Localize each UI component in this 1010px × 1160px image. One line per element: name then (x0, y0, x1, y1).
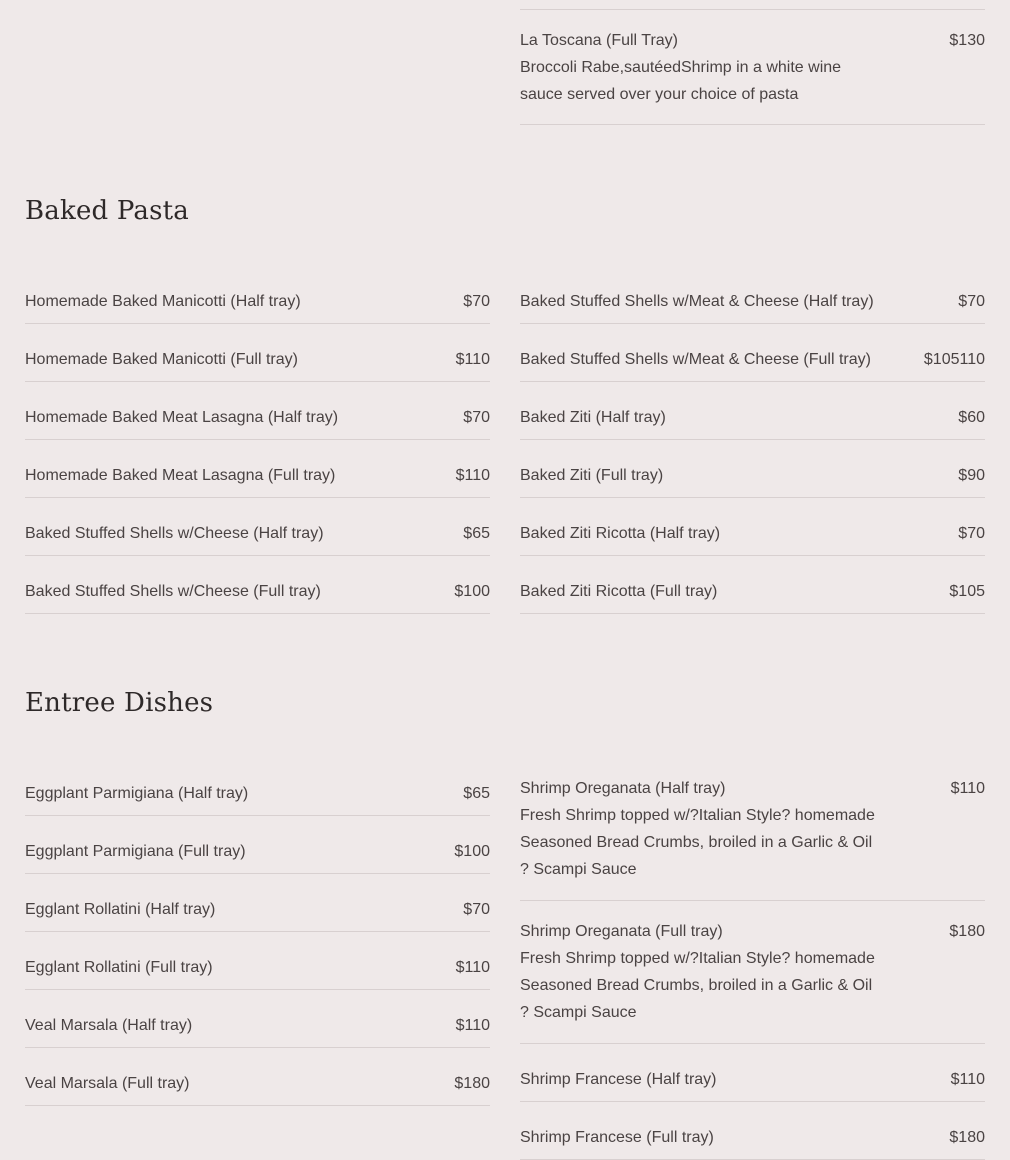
menu-item-price: $65 (463, 785, 490, 802)
menu-item-price: $70 (463, 901, 490, 918)
top-section-right-column (520, 10, 985, 125)
menu-item-name: Shrimp Oreganata (Full tray) (520, 923, 723, 940)
menu-item-name: Baked Ziti Ricotta (Full tray) (520, 583, 718, 600)
menu-item-price: $110 (950, 1071, 985, 1088)
menu-item-name: Veal Marsala (Full tray) (25, 1075, 190, 1092)
menu-item (25, 498, 490, 556)
menu-item-price: $70 (958, 525, 985, 542)
menu-item-price: $105 (949, 583, 985, 600)
menu-item (25, 440, 490, 498)
menu-item-price: $110 (455, 959, 490, 976)
menu-item (520, 382, 985, 440)
menu-item-name: Homemade Baked Meat Lasagna (Half tray) (25, 409, 339, 426)
menu-item (520, 556, 985, 614)
menu-item (520, 266, 985, 324)
menu-item-name: Baked Stuffed Shells w/Meat & Cheese (Half tray) (520, 293, 874, 310)
menu-item-text (520, 775, 885, 883)
menu-item-name: Eggplant Parmigiana (Half tray) (25, 785, 249, 802)
menu-item (520, 1102, 985, 1160)
menu-item-name: Baked Stuffed Shells w/Cheese (Half tray) (25, 525, 324, 542)
menu-item-price: $110 (455, 351, 490, 368)
baked-pasta-left-column (25, 266, 490, 614)
menu-item-name: Shrimp Francese (Full tray) (520, 1129, 714, 1146)
menu-item-description: Fresh Shrimp topped w/?Italian Style? homemade Seasoned Bread Crumbs, broiled in a Garlic & Oil ? Scampi Sauce (520, 807, 875, 878)
entree-right-column (520, 758, 985, 1160)
menu-item-price: $70 (958, 293, 985, 310)
menu-item-text (520, 918, 885, 1026)
menu-item (520, 440, 985, 498)
menu-item-name: Veal Marsala (Half tray) (25, 1017, 193, 1034)
menu-item (520, 901, 985, 1044)
menu-item-price: $65 (463, 525, 490, 542)
entree-left-column (25, 758, 490, 1106)
menu-item-name: Homemade Baked Meat Lasagna (Full tray) (25, 467, 336, 484)
menu-item-text (520, 27, 860, 108)
menu-item-price: $60 (958, 409, 985, 426)
menu-item-price: $90 (958, 467, 985, 484)
menu-item-name: Eggplant Parmigiana (Full tray) (25, 843, 246, 860)
menu-item (25, 382, 490, 440)
menu-item-price: $100 (454, 583, 490, 600)
menu-item-name: Shrimp Francese (Half tray) (520, 1071, 717, 1088)
menu-item-price: $180 (949, 1129, 985, 1146)
menu-item-price: $110 (455, 467, 490, 484)
menu-item (520, 498, 985, 556)
menu-item (25, 1048, 490, 1106)
menu-item-name: Baked Ziti (Half tray) (520, 409, 666, 426)
menu-item (520, 1044, 985, 1102)
menu-item-price: $130 (949, 32, 985, 49)
menu-item-name: Egglant Rollatini (Full tray) (25, 959, 213, 976)
menu-item-price: $105110 (923, 351, 985, 368)
menu-item (520, 324, 985, 382)
menu-item-price: $70 (463, 409, 490, 426)
menu-item (25, 816, 490, 874)
menu-item-name: Shrimp Oreganata (Half tray) (520, 780, 726, 797)
menu-item-price: $180 (949, 923, 985, 940)
menu-item-name: Egglant Rollatini (Half tray) (25, 901, 216, 918)
section-title-baked-pasta: Baked Pasta (25, 196, 189, 226)
menu-item (25, 324, 490, 382)
menu-item (25, 990, 490, 1048)
menu-item (520, 758, 985, 901)
menu-item (25, 556, 490, 614)
menu-item-price: $110 (455, 1017, 490, 1034)
menu-item-description: Broccoli Rabe,sautéedShrimp in a white wine sauce served over your choice of pasta (520, 59, 842, 103)
menu-item-name: La Toscana (Full Tray) (520, 32, 678, 49)
menu-item-price: $100 (454, 843, 490, 860)
menu-item-name: Baked Stuffed Shells w/Meat & Cheese (Full tray) (520, 351, 871, 368)
baked-pasta-right-column (520, 266, 985, 614)
menu-item-name: Baked Ziti Ricotta (Half tray) (520, 525, 721, 542)
menu-item-name: Baked Stuffed Shells w/Cheese (Full tray) (25, 583, 321, 600)
menu-item (25, 266, 490, 324)
menu-item-name: Baked Ziti (Full tray) (520, 467, 664, 484)
menu-item-description: Fresh Shrimp topped w/?Italian Style? homemade Seasoned Bread Crumbs, broiled in a Garlic & Oil ? Scampi Sauce (520, 950, 875, 1021)
menu-item (520, 10, 985, 125)
section-title-entree-dishes: Entree Dishes (25, 688, 214, 718)
menu-item (25, 758, 490, 816)
menu-item (25, 932, 490, 990)
menu-item-price: $70 (463, 293, 490, 310)
menu-item-price: $110 (950, 780, 985, 797)
menu-item-price: $180 (454, 1075, 490, 1092)
menu-item-name: Homemade Baked Manicotti (Full tray) (25, 351, 298, 368)
menu-item (25, 874, 490, 932)
menu-item-name: Homemade Baked Manicotti (Half tray) (25, 293, 301, 310)
